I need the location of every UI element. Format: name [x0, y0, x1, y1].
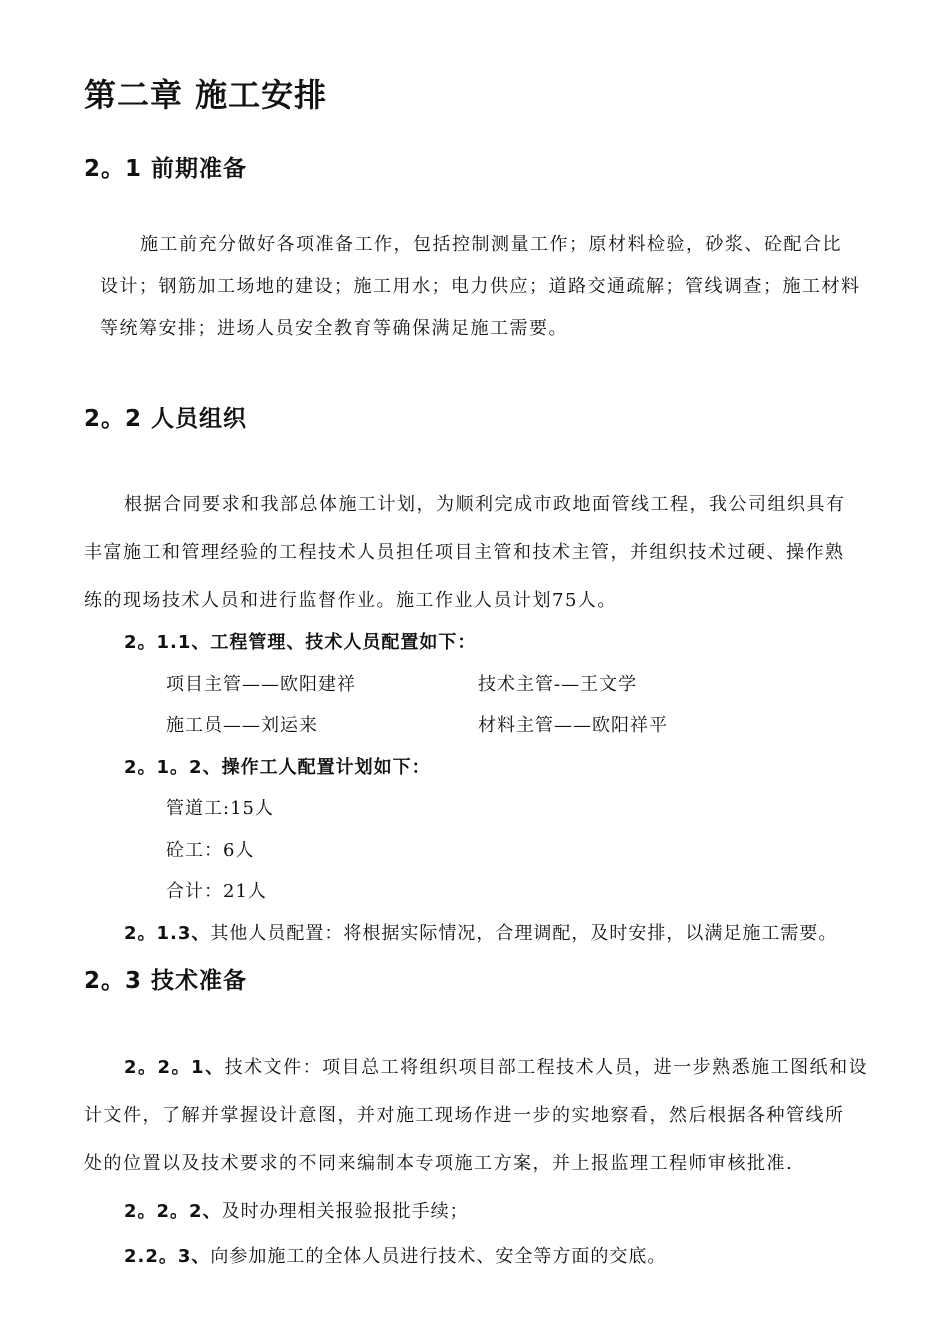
paragraph-line: 施工前充分做好各项准备工作，包括控制测量工作；原材料检验，砂浆、砼配合比	[140, 234, 842, 255]
item-text: 及时办理相关报验报批手续；	[221, 1201, 469, 1222]
staff-item: 施工员——刘运来	[166, 715, 318, 736]
subitem-text: 其他人员配置：将根据实际情况，合理调配，及时安排，以满足施工需要。	[210, 923, 838, 944]
section-heading-2-1: 2。1 前期准备	[84, 156, 248, 182]
subheading-2-1-1: 2。1.1、工程管理、技术人员配置如下：	[124, 632, 477, 653]
paragraph-line: 丰富施工和管理经验的工程技术人员担任项目主管和技术主管，并组织技术过硬、操作熟	[84, 542, 845, 563]
staff-item: 技术主管-—王文学	[478, 674, 638, 695]
item-number: 2.2。3、	[124, 1246, 211, 1267]
paragraph-line: 计文件，了解并掌握设计意图，并对施工现场作进一步的实地察看，然后根据各种管线所	[84, 1105, 845, 1126]
worker-item: 砼工：6人	[166, 840, 255, 861]
paragraph-line	[124, 1053, 868, 1079]
staff-item: 项目主管——欧阳建祥	[166, 674, 356, 695]
subitem-2-1-3	[124, 919, 837, 945]
paragraph-line: 处的位置以及技术要求的不同来编制本专项施工方案，并上报监理工程师审核批准.	[84, 1153, 794, 1174]
subheading-2-1-2: 2。1。2、操作工人配置计划如下：	[124, 757, 431, 778]
paragraph-line: 练的现场技术人员和进行监督作业。施工作业人员计划75人。	[84, 590, 617, 611]
paragraph-line: 设计；钢筋加工场地的建设；施工用水；电力供应；道路交通疏解；管线调查；施工材料	[100, 276, 861, 297]
paragraph-line: 等统筹安排；进场人员安全教育等确保满足施工需要。	[100, 318, 568, 339]
worker-item: 合计：21人	[166, 881, 267, 902]
item-2-2-2	[124, 1197, 469, 1223]
item-2-2-3	[124, 1242, 666, 1268]
item-number: 2。2。2、	[124, 1201, 222, 1222]
subitem-number: 2。1.3、	[124, 923, 211, 944]
section-heading-2-3: 2。3 技术准备	[84, 968, 248, 994]
paragraph-line: 根据合同要求和我部总体施工计划，为顺利完成市政地面管线工程，我公司组织具有	[124, 494, 846, 515]
staff-item: 材料主管——欧阳祥平	[478, 715, 668, 736]
worker-item: 管道工:15人	[166, 798, 274, 819]
item-text: 技术文件：项目总工将组织项目部工程技术人员，进一步熟悉施工图纸和设	[224, 1057, 869, 1078]
chapter-title: 第二章 施工安排	[84, 76, 328, 114]
item-text: 向参加施工的全体人员进行技术、安全等方面的交底。	[210, 1246, 667, 1267]
section-heading-2-2: 2。2 人员组织	[84, 406, 248, 432]
item-number: 2。2。1、	[124, 1057, 225, 1078]
